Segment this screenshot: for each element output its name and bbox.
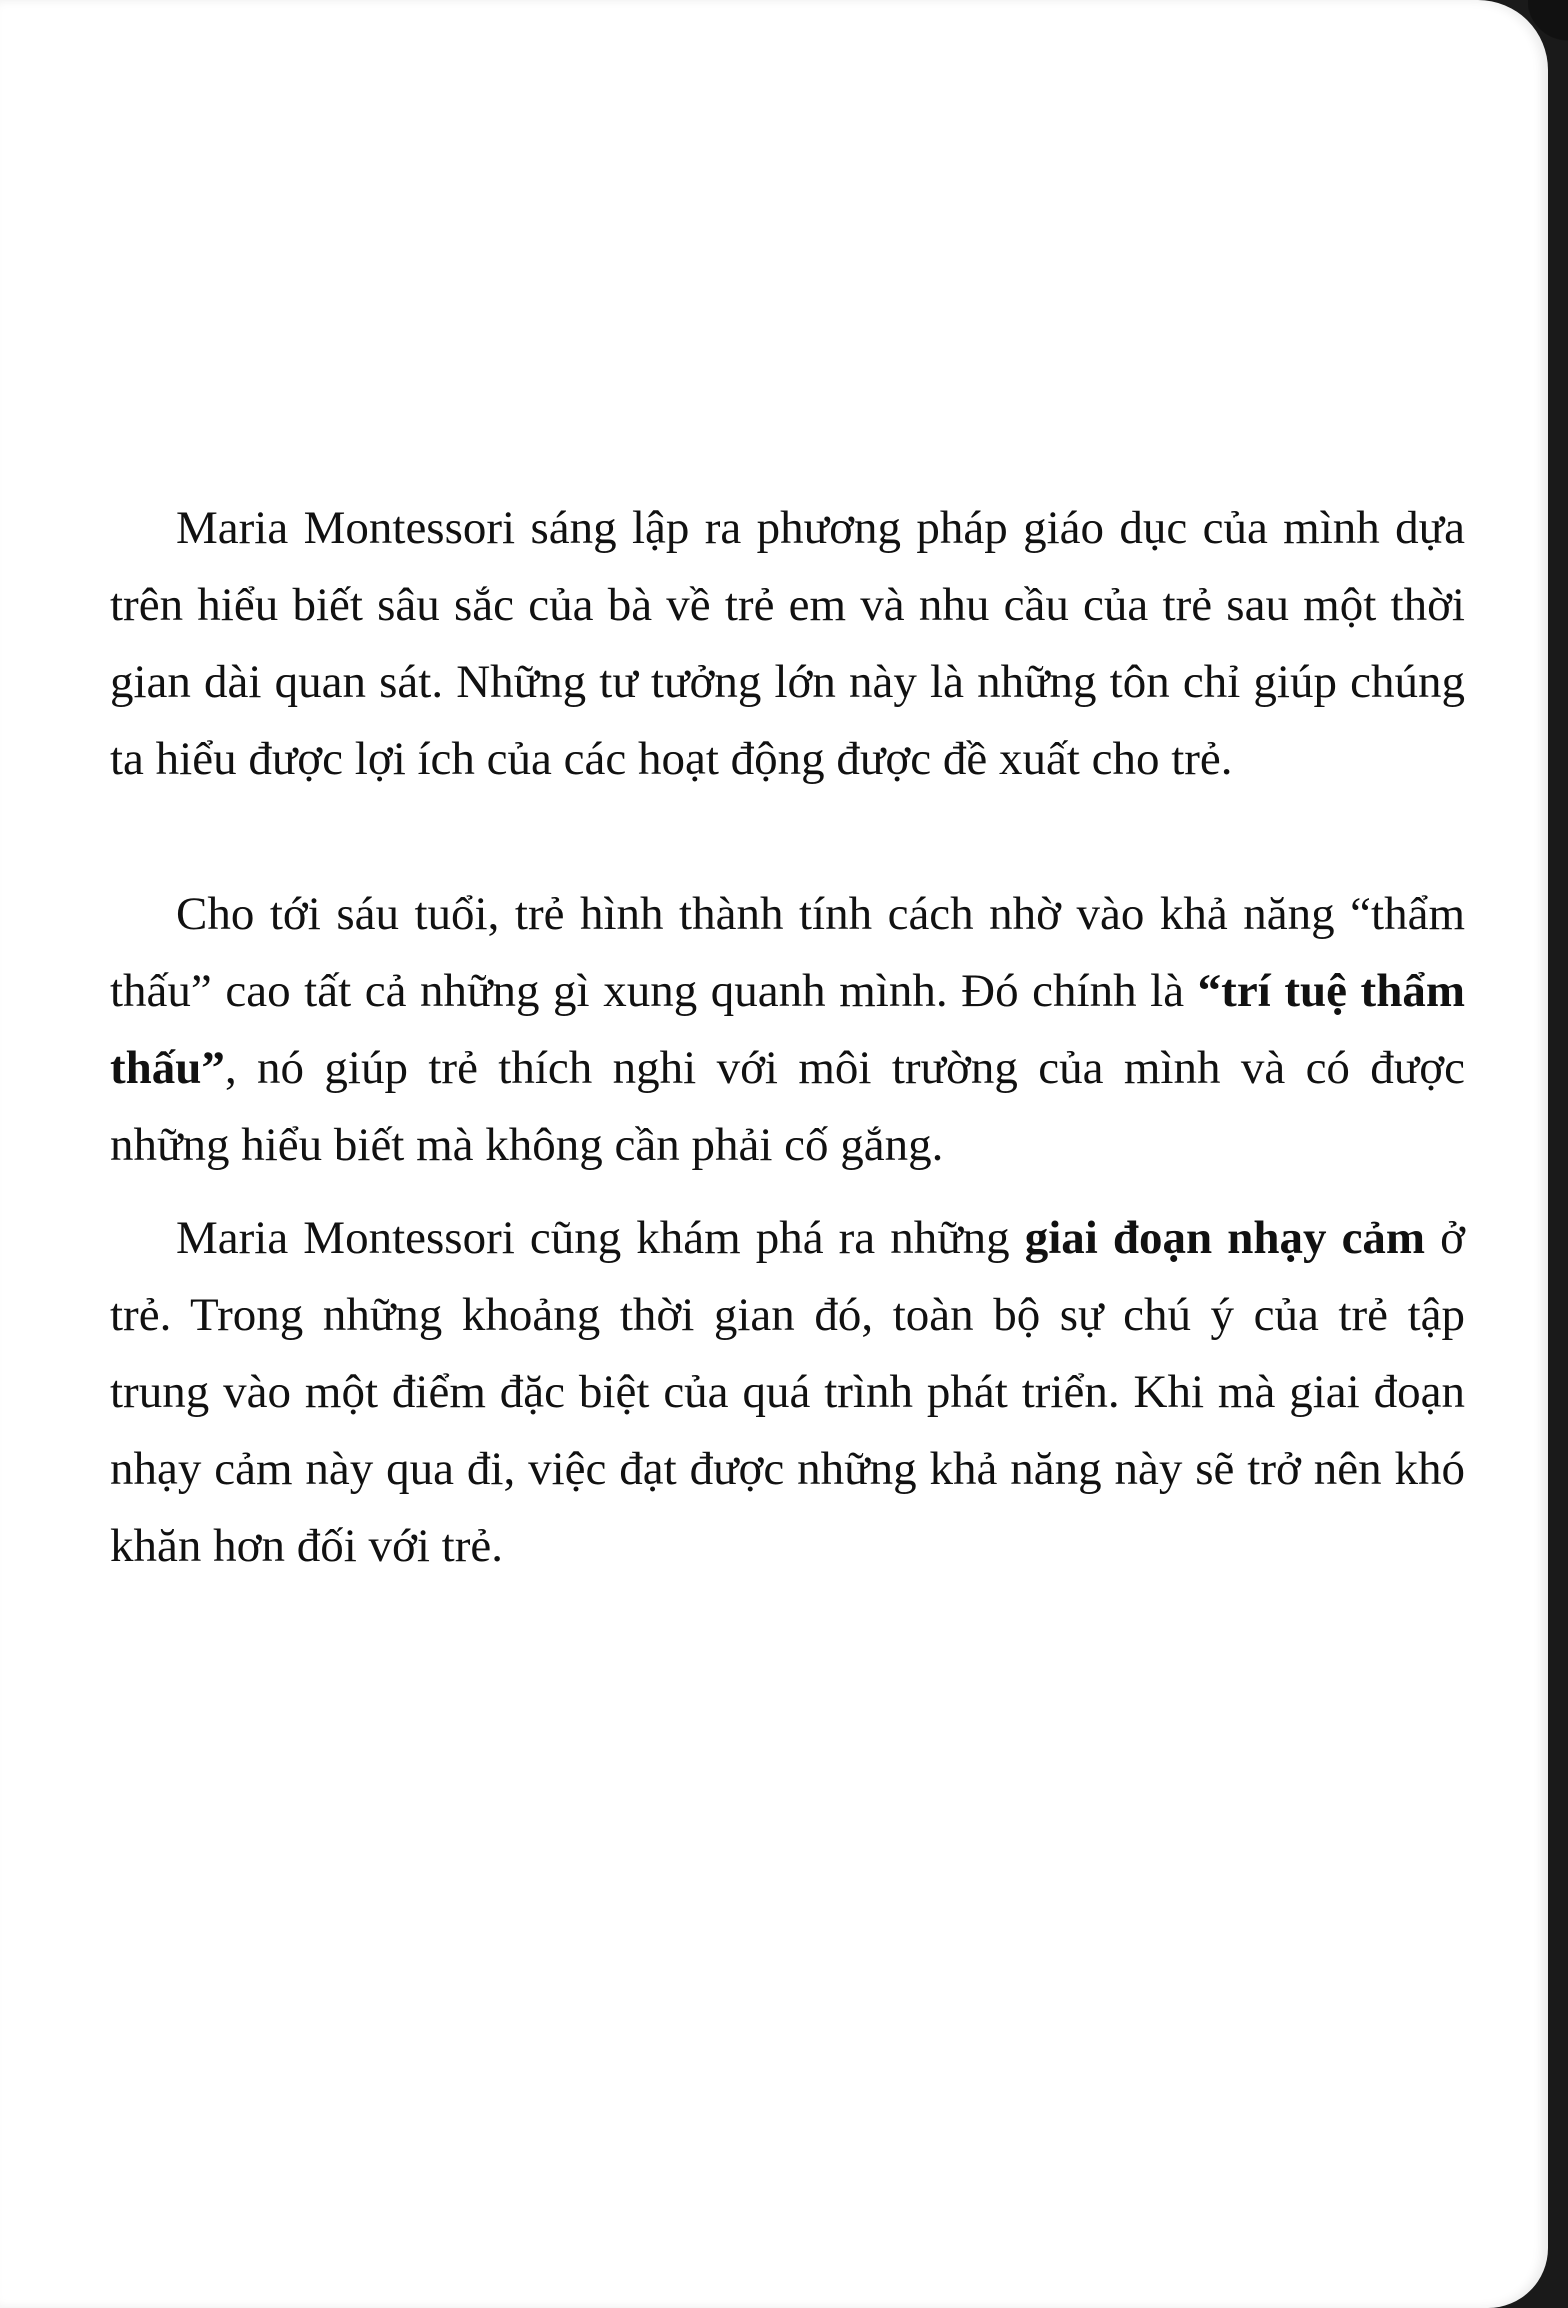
paragraph-2 — [110, 876, 1465, 1184]
paragraph-3-bold-term: giai đoạn nhạy cảm — [1024, 1212, 1426, 1264]
paragraph-2-bold-term: “trí tuệ thẩm thấu” — [110, 965, 1465, 1094]
paragraph-3 — [110, 1200, 1465, 1585]
paragraph-3-text-end: ở trẻ. Trong những khoảng thời gian đó, toàn bộ sự chú ý của trẻ tập trung vào một điểm đặc biệt của quá trình phát triển. Khi mà giai đoạn nhạy cảm này qua đi, việc đạt được những khả năng này sẽ trở nên khó khăn hơn đối với trẻ. — [110, 1212, 1466, 1572]
paragraph-3-text-start: Maria Montessori cũng khám phá ra những — [176, 1212, 1025, 1264]
paragraph-1-text: Maria Montessori sáng lập ra phương pháp giáo dục của mình dựa trên hiểu biết sâu sắc của bà về trẻ em và nhu cầu của trẻ sau một thời gian dài quan sát. Những tư tưởng lớn này là những tôn chỉ giúp chúng ta hiểu được lợi ích của các hoạt động được đề xuất cho trẻ. — [110, 502, 1465, 785]
paragraph-2-text-end: , nó giúp trẻ thích nghi với môi trường của mình và có được những hiểu biết mà không cần phải cố gắng. — [110, 1042, 1465, 1171]
paragraph-2-text-start: Cho tới sáu tuổi, trẻ hình thành tính cách nhờ vào khả năng “thẩm thấu” cao tất cả những gì xung quanh mình. Đó chính là — [110, 888, 1465, 1017]
page-corner-shadow — [1528, 0, 1568, 80]
paragraph-1 — [110, 490, 1465, 798]
page-body — [110, 490, 1465, 1585]
